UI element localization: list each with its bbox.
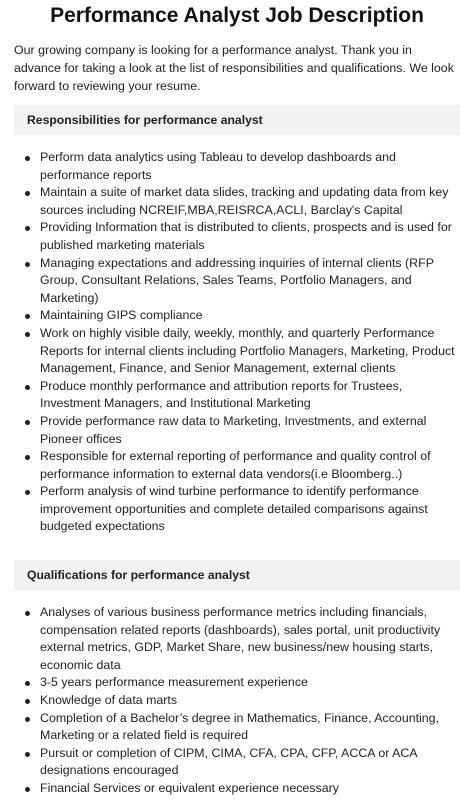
section-spacer	[14, 536, 460, 550]
bullet-icon	[25, 611, 30, 616]
list-item-text: Perform data analytics using Tableau to develop dashboards and performance reports	[40, 150, 396, 182]
bullet-icon	[25, 787, 30, 792]
list-item-text: Maintaining GIPS compliance	[40, 308, 203, 323]
list-item-text: Knowledge of data marts	[40, 693, 178, 708]
list-item	[14, 219, 460, 254]
list-item	[14, 413, 460, 448]
list-item	[14, 710, 460, 745]
bullet-icon	[25, 385, 30, 390]
list-item-text: Perform analysis of wind turbine performance to identify performance improvement opportunities and complete detailed comparisons against budgeted expectations	[40, 484, 428, 534]
list-item	[14, 745, 460, 780]
bullet-icon	[25, 752, 30, 757]
responsibilities-list	[14, 149, 460, 536]
list-item-text: Pursuit or completion of CIPM, CIMA, CFA, CPA, CFP, ACCA or ACA designations encouraged	[40, 745, 417, 778]
bullet-icon	[25, 681, 30, 686]
list-item-text: Responsible for external reporting of performance and quality control of performance information to external data vendors(i.e Bloomberg..)	[40, 449, 431, 481]
list-item	[14, 604, 460, 674]
list-item-text: Financial Services or equivalent experience necessary	[40, 781, 339, 795]
bullet-icon	[25, 420, 30, 425]
list-item-text: Maintain a suite of market data slides, tracking and updating data from key sources including NCREIF,MBA,REISRCA,ACLI, Barclay's Capital	[40, 185, 449, 217]
list-item	[14, 692, 460, 710]
list-item-text: 3-5 years performance measurement experience	[40, 675, 308, 690]
bullet-icon	[25, 191, 30, 196]
list-item	[14, 448, 460, 483]
page-title: Performance Analyst Job Description	[50, 4, 424, 27]
list-item	[14, 674, 460, 692]
list-item	[14, 780, 460, 798]
bullet-icon	[25, 332, 30, 337]
bullet-icon	[25, 314, 30, 319]
qualifications-list	[14, 604, 460, 798]
list-item	[14, 184, 460, 219]
list-item-text: Completion of a Bachelor’s degree in Mathematics, Finance, Accounting, Marketing or a related field is required	[40, 710, 440, 743]
bullet-icon	[25, 490, 30, 495]
bullet-icon	[25, 156, 30, 161]
list-item-text: Provide performance raw data to Marketing, Investments, and external Pioneer offices	[40, 413, 427, 446]
list-item	[14, 378, 460, 413]
bullet-icon	[25, 226, 30, 231]
list-item	[14, 255, 460, 308]
list-item-text: Produce monthly performance and attribution reports for Trustees, Investment Managers, and Institutional Marketing	[40, 378, 403, 411]
intro-paragraph: Our growing company is looking for a performance analyst. Thank you in advance for taking a look at the list of responsibilities and qualifications. We look forward to reviewing your resume.	[14, 43, 454, 93]
list-item-text: Managing expectations and addressing inquiries of internal clients (RFP Group, Consultant Relations, Sales Teams, Portfolio Managers, and Marketing)	[40, 255, 434, 305]
list-item-text: Work on highly visible daily, weekly, monthly, and quarterly Performance Reports for internal clients including Portfolio Managers, Marketing, Product Management, Finance, and Senior Management, external clients	[40, 325, 455, 376]
responsibilities-heading: Responsibilities for performance analyst	[14, 105, 460, 135]
list-item	[14, 483, 460, 536]
list-item	[14, 149, 460, 184]
bullet-icon	[25, 455, 30, 460]
list-item	[14, 307, 460, 325]
list-item-text: Providing Information that is distributed to clients, prospects and is used for published marketing materials	[40, 220, 452, 252]
list-item	[14, 325, 460, 378]
list-item-text: Analyses of various business performance metrics including financials, compensation related reports (dashboards), sales portal, unit productivity external metrics, GDP, Market Share, new business/new housing starts, economic data	[40, 605, 441, 672]
bullet-icon	[25, 262, 30, 267]
bullet-icon	[25, 699, 30, 704]
qualifications-heading: Qualifications for performance analyst	[14, 560, 460, 590]
bullet-icon	[25, 717, 30, 722]
